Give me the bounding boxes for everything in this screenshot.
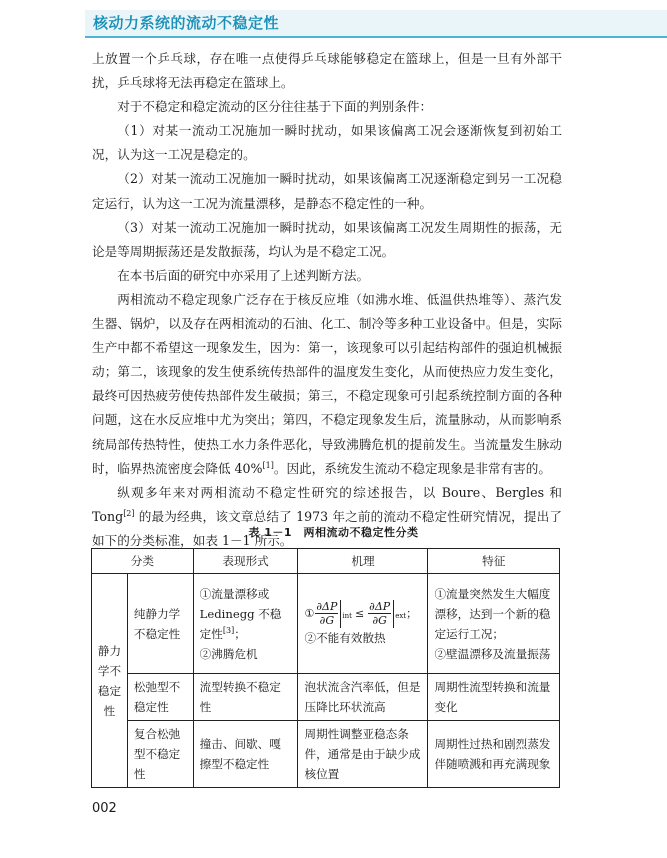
cell-text: ②不能有效散热 — [304, 630, 386, 645]
table-row — [92, 574, 560, 674]
form-cell: 撞击、间歇、嘎擦型不稳定性 — [193, 721, 298, 788]
paragraph-text: 两相流动不稳定现象广泛存在于核反应堆（如沸水堆、低温供热堆等）、蒸汽发生器、锅炉，以及存在两相流动的石油、化工、制冷等多种工业设备中。但是，实际生产中都不希望这一现象发生，因为：第一，该现象可以引起结构部件的强迫机械振动；第二，该现象的发生使系统传热部件的温度发生变化，从而使热应力发生变化，最终可因热疲劳使传热部件发生破损；第三，不稳定现象可引起系统控制方面的各种问题，这在水反应堆中尤为突出；第四，不稳定现象发生后，流量脉动，从而影响系统局部传热特性，使热工水力条件恶化，导致沸腾危机的提前发生。当流量发生脉动时，临界热流密度会降低 40% — [92, 291, 562, 476]
paragraph — [92, 288, 562, 481]
header-rule — [85, 36, 667, 38]
operator: ≤ — [354, 606, 365, 620]
citation-ref[interactable]: [2] — [123, 508, 135, 518]
type-cell: 纯静力学不稳定性 — [127, 574, 193, 674]
fraction — [368, 600, 391, 627]
body-text — [92, 47, 562, 553]
type-cell: 复合松弛型不稳定性 — [127, 721, 193, 788]
table-row — [92, 674, 560, 721]
chapter-header — [85, 10, 667, 36]
mechanism-cell: 泡状流含汽率低，但是压降比环状流高 — [298, 674, 428, 721]
cell-text: ②沸腾危机 — [199, 646, 258, 661]
cell-text: ②壁温漂移及流量振荡 — [434, 646, 551, 661]
fraction-denominator: ∂G — [319, 614, 335, 627]
subscript: ext — [395, 611, 407, 620]
subscript: int — [342, 611, 352, 620]
punctuation: ； — [406, 606, 418, 620]
fraction-denominator: ∂G — [372, 614, 387, 627]
fraction-numerator: ∂ΔP — [316, 600, 338, 613]
paragraph — [92, 481, 562, 553]
mechanism-cell — [298, 574, 428, 674]
page-number: 002 — [92, 801, 117, 816]
stability-formula — [304, 600, 421, 628]
paragraph-text: 的最为经典，该文章总结了 1973 年之前的流动不稳定性研究情况，提出了如下的分类标准，如表 1－1 所示。 — [92, 508, 562, 548]
fraction — [315, 600, 338, 627]
formula-index: ① — [304, 606, 315, 620]
paragraph: 上放置一个乒乓球，存在唯一点使得乒乓球能够稳定在篮球上，但是一旦有外部干扰，乒乓球将无法再稳定在篮球上。 — [92, 51, 562, 91]
feature-cell: 周期性过热和剧烈蒸发伴随喷溅和再充满现象 — [428, 721, 560, 788]
evaluation-bar — [393, 600, 394, 628]
paragraph: 对于不稳定和稳定流动的区分往往基于下面的判别条件： — [117, 99, 433, 115]
evaluation-bar — [340, 600, 341, 628]
citation-ref[interactable]: [3] — [222, 625, 235, 635]
form-cell: 流型转换不稳定性 — [193, 674, 298, 721]
paragraph-text: 。因此，系统发生流动不稳定现象是非常有害的。 — [273, 460, 551, 476]
feature-cell: 周期性流型转换和流量变化 — [428, 674, 560, 721]
fraction-numerator: ∂ΔP — [369, 600, 391, 613]
type-cell: 松弛型不稳定性 — [127, 674, 193, 721]
table-row — [92, 721, 560, 788]
cell-text: ； — [234, 626, 246, 641]
column-header: 特征 — [428, 549, 560, 574]
paragraph: （3）对某一流动工况施加一瞬时扰动，如果该偏离工况发生周期性的振荡，无论是等周期振荡还是发散振荡，均认为是不稳定工况。 — [92, 219, 562, 259]
table-caption: 表 1－1 两相流动不稳定性分类 — [248, 526, 419, 539]
column-header: 表现形式 — [193, 549, 298, 574]
feature-cell — [428, 574, 560, 674]
form-cell — [193, 574, 298, 674]
paragraph: （2）对某一流动工况施加一瞬时扰动，如果该偏离工况逐渐稳定到另一工况稳定运行，认为这一工况为流量漂移，是静态不稳定性的一种。 — [92, 171, 562, 211]
table-header-row — [92, 549, 560, 574]
column-header: 分类 — [92, 549, 194, 574]
paragraph: （1）对某一流动工况施加一瞬时扰动，如果该偏离工况会逐渐恢复到初始工况，认为这一工况是稳定的。 — [92, 123, 562, 163]
mechanism-cell: 周期性调整亚稳态条件，通常是由于缺少成核位置 — [298, 721, 428, 788]
chapter-title: 核动力系统的流动不稳定性 — [93, 14, 280, 32]
citation-ref[interactable]: [1] — [262, 460, 274, 470]
cell-text: ①流量突然发生大幅度漂移，达到一个新的稳定运行工况； — [434, 586, 551, 641]
classification-table — [91, 548, 560, 788]
paragraph: 在本书后面的研究中亦采用了上述判断方法。 — [117, 267, 370, 283]
cell-text: ①流量漂移或 Ledinegg 不稳定性 — [199, 586, 282, 641]
paragraph-text: 纵观多年来对两相流动不稳定性研究的综述报告，以 Boure、Bergles 和 Tong — [92, 484, 562, 524]
group-cell: 静力学不稳定性 — [92, 574, 128, 788]
column-header: 机理 — [298, 549, 428, 574]
